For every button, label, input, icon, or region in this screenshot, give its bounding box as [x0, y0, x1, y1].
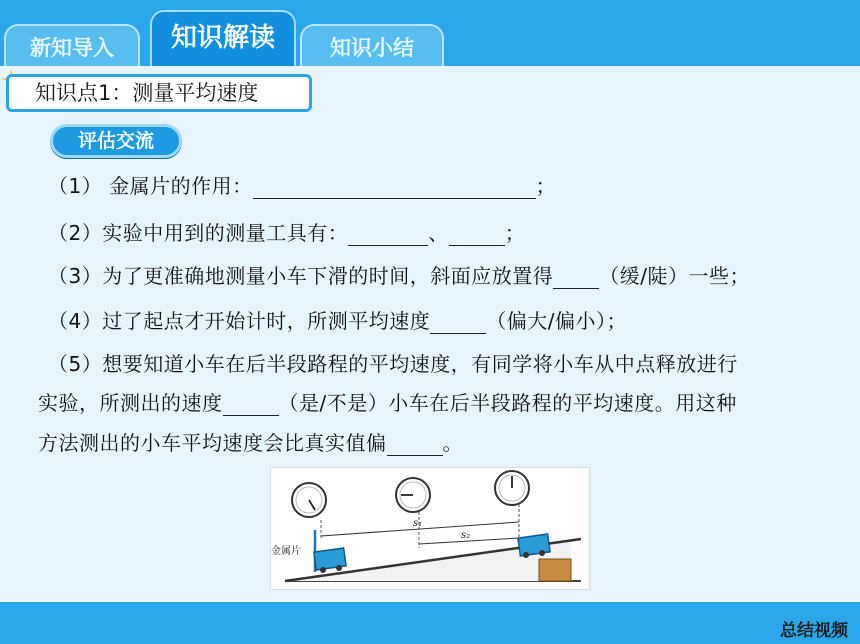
- support-block: [539, 559, 571, 581]
- summary-video-button[interactable]: 总结视频: [780, 621, 848, 641]
- question-2-text: （2）实验中用到的测量工具有：: [48, 221, 349, 245]
- question-5-text: 方法测出的小车平均速度会比真实值偏: [38, 431, 387, 455]
- question-5-text: 实验，所测出的速度: [38, 391, 223, 415]
- answer-blank[interactable]: [223, 393, 279, 416]
- answer-blank[interactable]: [348, 223, 428, 246]
- question-3-end: （缓/陡）一些；: [599, 264, 750, 288]
- incline-diagram: [271, 468, 589, 589]
- bottom-bar: [0, 602, 860, 644]
- question-5-text: （是/不是）小车在后半段路程的平均速度。用这种: [278, 391, 737, 415]
- tab-new-knowledge-intro[interactable]: 新知导入: [4, 24, 140, 66]
- stopwatch-icon: [292, 483, 326, 517]
- s2-label: s₂: [461, 530, 471, 541]
- answer-blank[interactable]: [449, 223, 505, 246]
- s1-label: s₁: [413, 518, 423, 529]
- question-5-line-1: （5）想要知道小车在后半段路程的平均速度，有同学将小车从中点释放进行: [48, 352, 738, 376]
- question-2-separator: 、: [428, 221, 449, 245]
- question-3: [48, 260, 750, 289]
- question-1: [48, 170, 556, 199]
- answer-blank[interactable]: [553, 266, 599, 289]
- tab-knowledge-summary[interactable]: 知识小结: [300, 24, 444, 66]
- stopwatch-icon: [396, 478, 430, 512]
- question-4: [48, 305, 627, 334]
- question-5-end: 。: [442, 431, 463, 455]
- question-5-line-2: [38, 387, 737, 416]
- question-2: [48, 217, 525, 246]
- question-4-end: （偏大/偏小）；: [486, 309, 627, 333]
- section-label-evaluation: 评估交流: [50, 124, 182, 158]
- question-1-text: （1） 金属片的作用：: [48, 174, 253, 198]
- tab-knowledge-reading[interactable]: 知识解读: [150, 10, 296, 66]
- question-4-text: （4）过了起点才开始计时，所测平均速度: [48, 309, 431, 333]
- stopwatch-icon: [495, 471, 529, 505]
- answer-blank[interactable]: [387, 433, 443, 456]
- question-3-text: （3）为了更准确地测量小车下滑的时间，斜面应放置得: [48, 264, 554, 288]
- incline-experiment-figure: [270, 467, 590, 590]
- knowledge-point-title: 知识点1：测量平均速度: [6, 74, 312, 112]
- cart-icon: [314, 548, 346, 573]
- answer-blank[interactable]: [430, 311, 486, 334]
- question-5-line-3: [38, 427, 463, 456]
- answer-blank[interactable]: [253, 176, 536, 199]
- metal-plate-label: 金属片: [271, 546, 301, 557]
- question-2-end: ；: [504, 221, 526, 245]
- question-1-end: ；: [535, 174, 557, 198]
